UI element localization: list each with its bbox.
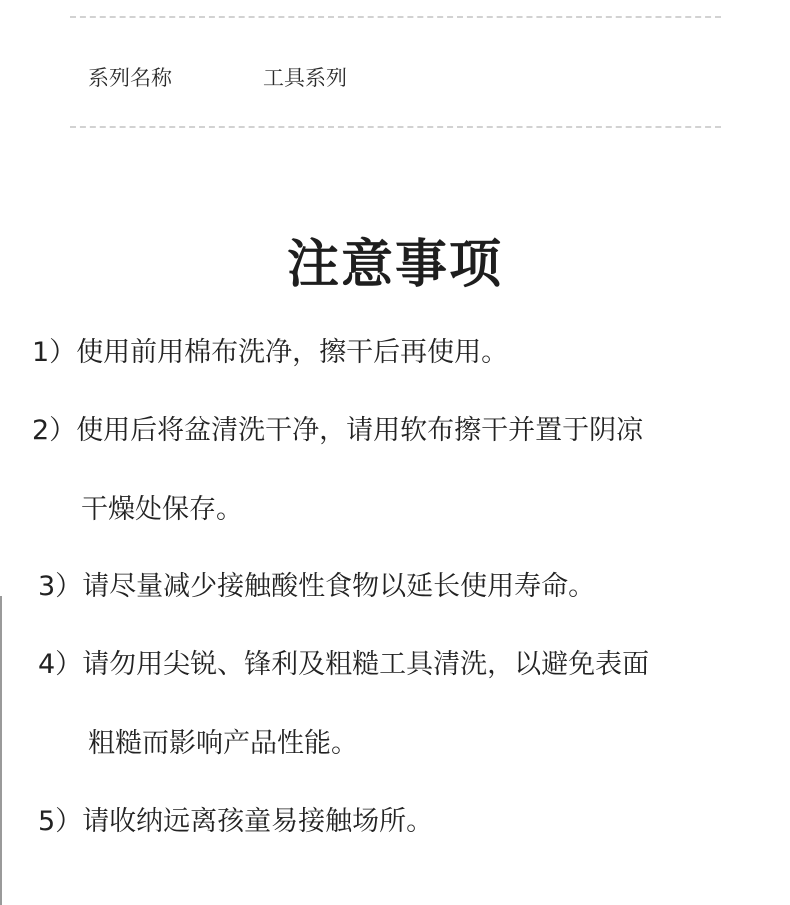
note-item-1 <box>32 335 508 371</box>
note-number: 4） <box>38 649 83 680</box>
note-text: 请尽量减少接触酸性食物以延长使用寿命。 <box>82 571 596 602</box>
note-item-3 <box>38 569 595 605</box>
note-text: 粗糙而影响产品性能。 <box>88 728 358 759</box>
note-number: 1） <box>32 337 77 368</box>
note-text: 请收纳远离孩童易接触场所。 <box>82 806 434 837</box>
spec-label: 系列名称 <box>88 66 172 90</box>
note-text: 干燥处保存。 <box>81 494 243 525</box>
note-item-4-continuation <box>88 726 358 762</box>
note-item-2-continuation <box>81 492 243 528</box>
note-item-4 <box>38 647 649 683</box>
spec-value: 工具系列 <box>263 66 347 90</box>
note-item-5 <box>38 804 433 840</box>
note-number: 3） <box>38 571 83 602</box>
note-text: 使用前用棉布洗净，擦干后再使用。 <box>76 337 509 368</box>
page-title: 注意事项 <box>286 235 503 295</box>
note-number: 2） <box>32 415 77 446</box>
note-text: 请勿用尖锐、锋利及粗糙工具清洗，以避免表面 <box>82 649 650 680</box>
note-text: 使用后将盆清洗干净，请用软布擦干并置于阴凉 <box>76 415 644 446</box>
note-number: 5） <box>38 806 83 837</box>
note-item-2 <box>32 413 643 449</box>
